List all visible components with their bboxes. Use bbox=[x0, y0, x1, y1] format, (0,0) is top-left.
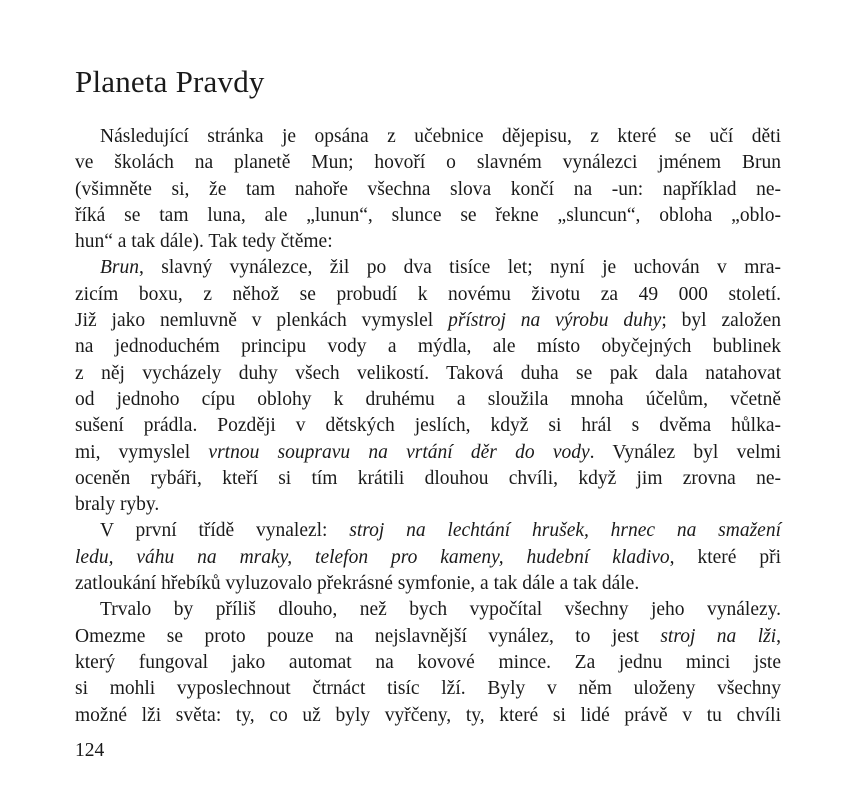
text-segment: (všimněte si, že tam nahoře všechna slova končí na -un: například ne- bbox=[75, 178, 781, 200]
text-line bbox=[75, 361, 781, 387]
text-segment: Trvalo by příliš dlouho, než bych vypočítal všechny jeho vynálezy. bbox=[100, 599, 781, 621]
text-line bbox=[75, 387, 781, 413]
text-line bbox=[75, 624, 781, 650]
text-line bbox=[75, 676, 781, 702]
text-segment: od jednoho cípu oblohy k druhému a sloužila mnoha účelům, včetně bbox=[75, 388, 781, 410]
text-line bbox=[75, 203, 781, 229]
italic-text: Brun bbox=[100, 257, 139, 279]
text-segment: , slavný vynálezce, žil po dva tisíce let; nyní je uchován v mra- bbox=[139, 257, 781, 279]
text-segment: sušení prádla. Později v dětských jeslích, když si hrál s dvěma hůlka- bbox=[75, 415, 781, 437]
text-segment: který fungoval jako automat na kovové mince. Za jednu minci jste bbox=[75, 651, 781, 673]
text-line bbox=[75, 571, 781, 597]
text-segment: říká se tam luna, ale „lunun“, slunce se řekne „sluncun“, obloha „oblo- bbox=[75, 204, 781, 226]
text-line bbox=[75, 492, 781, 518]
text-line bbox=[75, 703, 781, 729]
text-line bbox=[75, 597, 781, 623]
italic-text: ledu, váhu na mraky, telefon pro kameny, hudební kladivo bbox=[75, 546, 670, 568]
text-segment: na jednoduchém principu vody a mýdla, ale místo obyčejných bublinek bbox=[75, 336, 781, 358]
text-line bbox=[75, 518, 781, 544]
text-segment: Následující stránka je opsána z učebnice dějepisu, z které se učí děti bbox=[100, 126, 781, 147]
text-segment: zicím boxu, z něhož se probudí k novému životu za 49 000 století. bbox=[75, 283, 781, 305]
text-segment: , bbox=[776, 625, 781, 647]
italic-text: přístroj na výrobu duhy bbox=[448, 310, 662, 332]
text-line bbox=[75, 440, 781, 466]
text-line bbox=[75, 545, 781, 571]
text-line bbox=[75, 650, 781, 676]
text-line bbox=[75, 413, 781, 439]
text-segment: mi, vymyslel bbox=[75, 441, 209, 463]
text-segment: . Vynález byl velmi bbox=[589, 441, 781, 463]
text-segment: zatloukání hřebíků vyluzovalo překrásné symfonie, a tak dále a tak dále. bbox=[75, 573, 640, 595]
italic-text: stroj na lži bbox=[660, 625, 777, 647]
text-line bbox=[75, 150, 781, 176]
italic-text: stroj na lechtání hrušek, hrnec na smažení bbox=[349, 520, 781, 542]
text-line bbox=[75, 334, 781, 360]
text-line bbox=[75, 308, 781, 334]
text-segment: V první třídě vynalezl: bbox=[100, 520, 350, 542]
text-segment: si mohli vyposlechnout čtrnáct tisíc lží. Byly v něm uloženy všechny bbox=[75, 678, 781, 700]
text-segment: , které při bbox=[669, 546, 781, 568]
text-line bbox=[75, 177, 781, 203]
text-line bbox=[75, 255, 781, 281]
page-number: 124 bbox=[75, 740, 105, 761]
text-segment: Již jako nemluvně v plenkách vymyslel bbox=[75, 310, 449, 332]
italic-text: vrtnou soupravu na vrtání děr do vody bbox=[208, 441, 590, 463]
text-segment: braly ryby. bbox=[75, 494, 160, 516]
text-segment: z něj vycházely duhy všech velikostí. Taková duha se pak dala natahovat bbox=[75, 362, 781, 384]
text-segment: ; byl založen bbox=[661, 310, 781, 332]
text-line bbox=[75, 466, 781, 492]
text-segment: možné lži světa: ty, co už byly vyřčeny, ty, které si lidé právě v tu chvíli bbox=[75, 704, 781, 726]
text-segment: hun“ a tak dále). Tak tedy čtěme: bbox=[75, 231, 333, 253]
chapter-title: Planeta Pravdy bbox=[75, 64, 265, 99]
body-text bbox=[75, 124, 781, 729]
text-segment: Omezme se proto pouze na nejslavnější vynález, to jest bbox=[75, 625, 661, 647]
text-segment: oceněn rybáři, kteří si tím krátili dlouhou chvíli, když jim zrovna ne- bbox=[75, 467, 781, 489]
text-line bbox=[75, 229, 781, 255]
text-line bbox=[75, 282, 781, 308]
text-line bbox=[75, 124, 781, 150]
text-segment: ve školách na planetě Mun; hovoří o slavném vynálezci jménem Brun bbox=[75, 152, 781, 174]
